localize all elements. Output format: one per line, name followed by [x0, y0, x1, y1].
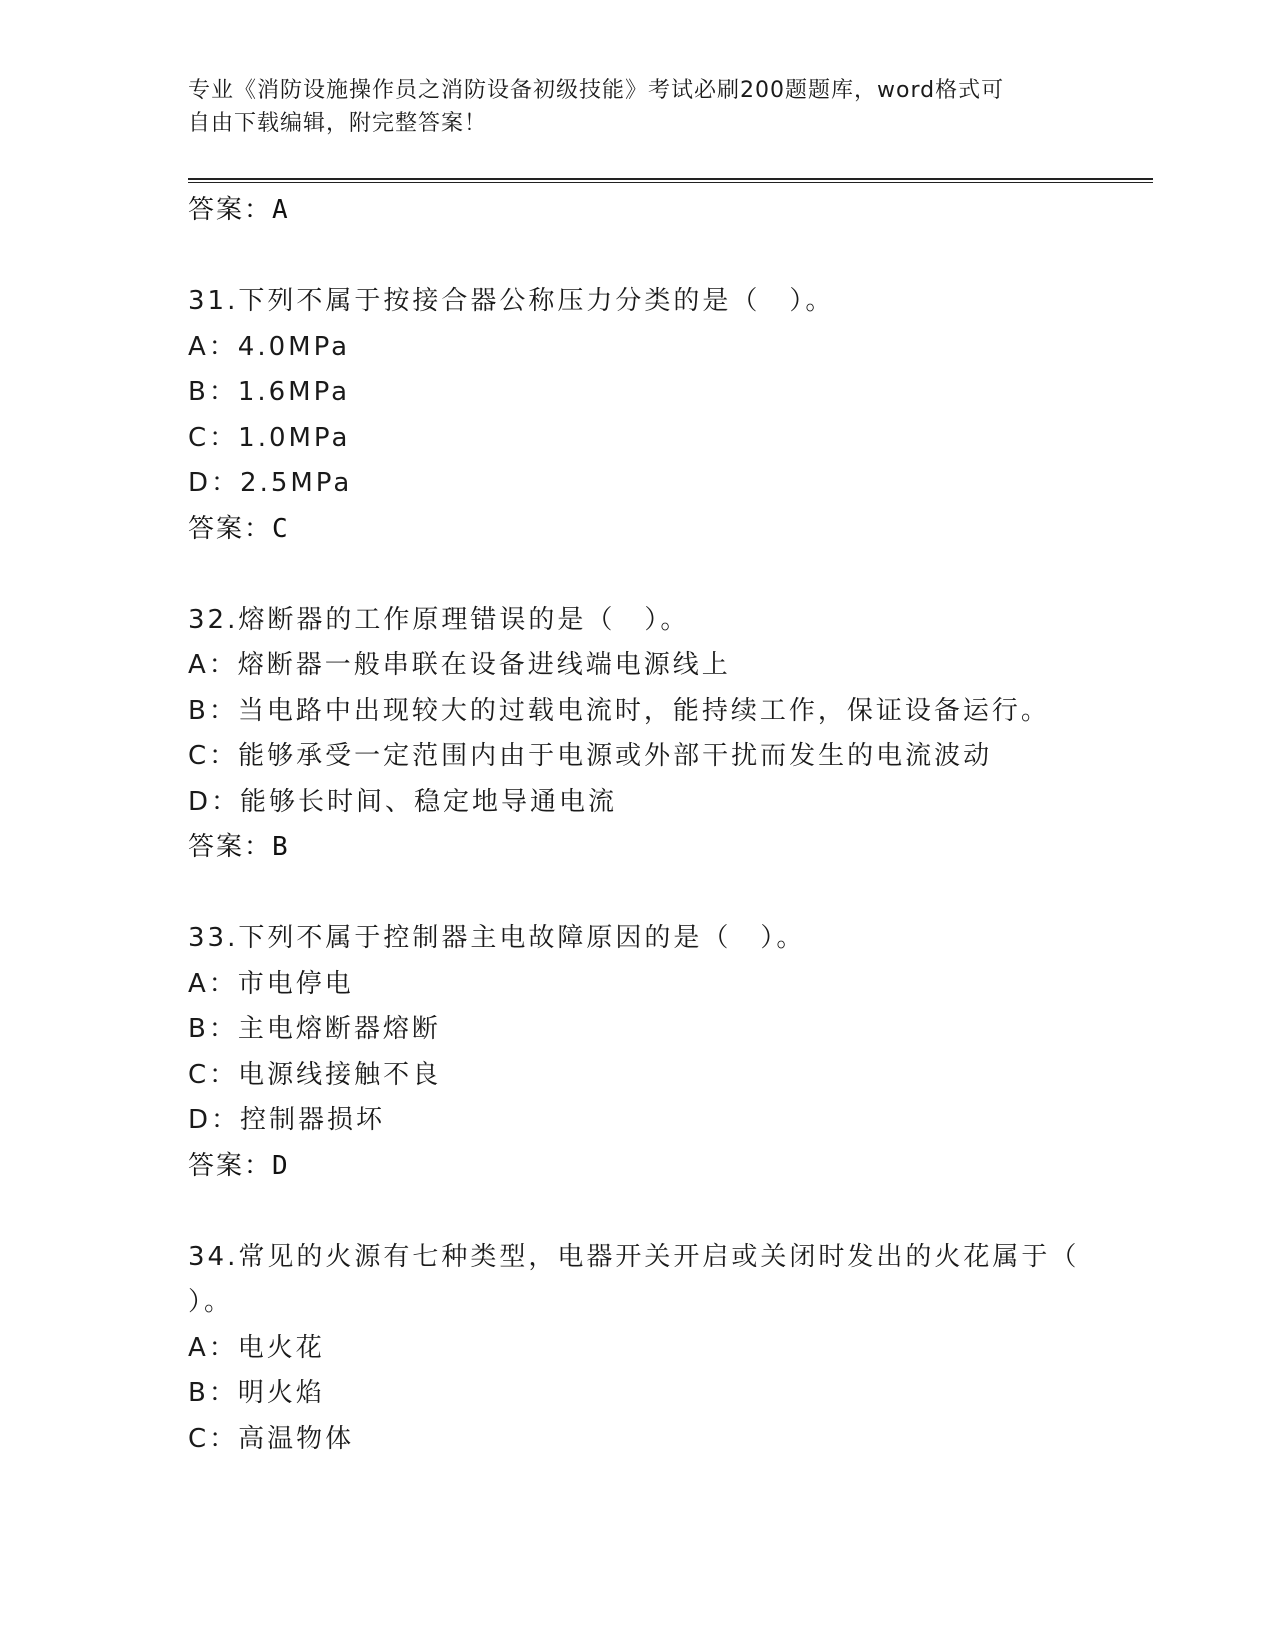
option-a: A：4.0MPa: [188, 331, 351, 362]
answer-label: 答案：: [188, 1150, 273, 1181]
option-b: B：当电路中出现较大的过载电流时，能持续工作，保证设备运行。: [188, 695, 1050, 726]
answer-value: A: [272, 195, 290, 225]
header-divider: [188, 178, 1153, 183]
answer-line: [188, 188, 1148, 234]
option-a: A：熔断器一般串联在设备进线端电源线上: [188, 650, 731, 680]
header-title-line-1: 专业《消防设施操作员之消防设备初级技能》考试必刷200题题库，word格式可: [188, 78, 1005, 103]
option-c: C：能够承受一定范围内由于电源或外部干扰而发生的电流波动: [188, 741, 993, 771]
header-title-line-2: 自由下载编辑，附完整答案！: [188, 111, 488, 136]
answer-label: 答案：: [188, 513, 273, 544]
question-stem: 31.下列不属于按接合器公称压力分类的是（ ）。: [188, 286, 835, 316]
question-list: [188, 188, 1148, 1462]
option-d: D：2.5MPa: [188, 468, 353, 498]
option-b: B：明火焰: [188, 1378, 325, 1408]
option-d: D：能够长时间、稳定地导通电流: [188, 786, 618, 817]
option-d: D：控制器损坏: [188, 1105, 386, 1135]
option-b: B：主电熔断器熔断: [188, 1014, 441, 1044]
question-stem: 32.熔断器的工作原理错误的是（ ）。: [188, 604, 690, 635]
answer-line: [188, 1144, 1148, 1190]
answer-line: [188, 507, 1148, 553]
question-34: [188, 1235, 1148, 1463]
question-stem-line-1: 34.常见的火源有七种类型，电器开关开启或关闭时发出的火花属于（: [188, 1241, 1080, 1272]
option-a: A：市电停电: [188, 968, 354, 999]
answer-label: 答案：: [188, 832, 273, 862]
option-c: C：电源线接触不良: [188, 1059, 442, 1090]
option-c: C：高温物体: [188, 1423, 355, 1454]
question-33: [188, 916, 1148, 1189]
option-c: C：1.0MPa: [188, 422, 351, 453]
answer-value: D: [272, 1150, 290, 1181]
question-stem: 33.下列不属于控制器主电故障原因的是（ ）。: [188, 923, 806, 953]
option-b: B：1.6MPa: [188, 377, 351, 407]
answer-line: [188, 825, 1148, 871]
answer-value: C: [272, 513, 290, 544]
question-31: [188, 279, 1148, 552]
answer-value: B: [272, 832, 290, 862]
answer-label: 答案：: [188, 195, 273, 225]
question-stem-line-2: ）。: [188, 1287, 234, 1317]
page-header: [188, 74, 1068, 140]
option-a: A：电火花: [188, 1332, 325, 1363]
question-32: [188, 598, 1148, 871]
